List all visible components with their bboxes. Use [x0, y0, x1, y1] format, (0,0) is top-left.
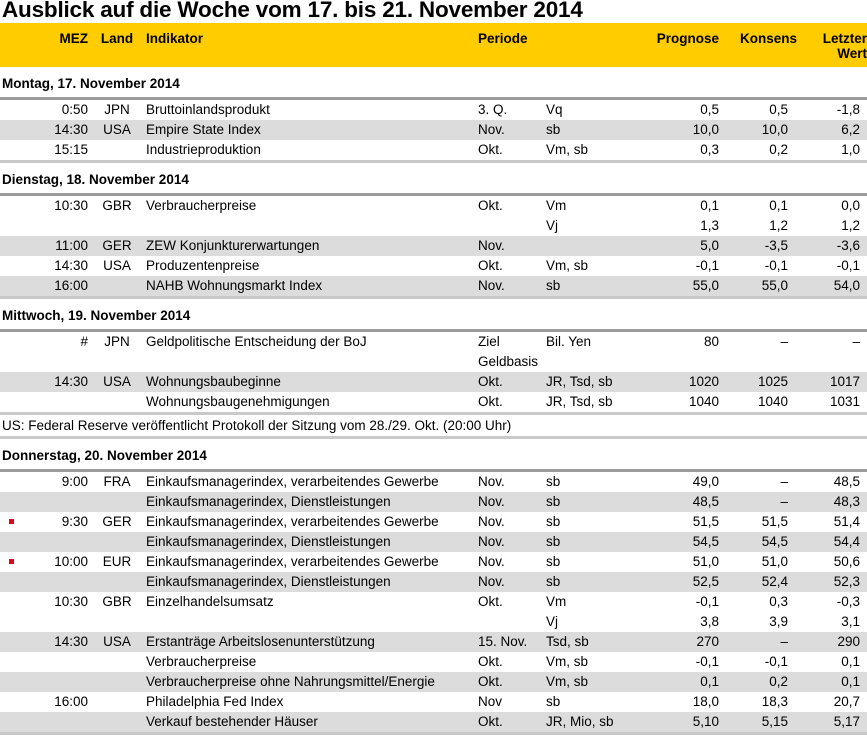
cell-unit: Vm, sb: [546, 672, 645, 692]
cell-prognose: 18,0: [692, 694, 719, 709]
table-row: [0, 140, 867, 160]
table-row: [0, 672, 867, 692]
cell-periode: Nov.: [478, 532, 546, 552]
cell-periode: 3. Q.: [478, 102, 508, 117]
cell-prognose: 1040: [688, 394, 719, 409]
cell-land: [88, 392, 146, 412]
row-marker-cell: [0, 552, 22, 572]
table-row: [0, 236, 867, 256]
row-marker-cell: [0, 472, 22, 492]
table-row: [0, 592, 867, 612]
cell-land: GER: [102, 514, 132, 529]
cell-konsens: 0,2: [769, 142, 788, 157]
cell-indicator: Einkaufsmanagerindex, Dienstleistungen: [146, 492, 478, 512]
cell-prognose: 5,10: [645, 712, 719, 732]
cell-letzter-wert: 1017: [797, 372, 867, 392]
cell-time: [22, 612, 88, 632]
cell-unit: Vm: [546, 594, 567, 609]
cell-land: [88, 672, 146, 692]
cell-periode: Nov.: [478, 236, 546, 256]
cell-konsens: 52,4: [719, 572, 797, 592]
cell-land: [88, 652, 146, 672]
cell-indicator: NAHB Wohnungsmarkt Index: [146, 276, 478, 296]
cell-indicator: [146, 612, 478, 632]
cell-land: FRA: [103, 474, 131, 489]
cell-land: EUR: [102, 554, 132, 569]
table-row: [0, 652, 867, 672]
row-marker-cell: [0, 276, 22, 296]
column-header-blank: [0, 23, 22, 67]
economic-calendar-table: [0, 23, 867, 735]
cell-konsens: 0,3: [769, 594, 788, 609]
cell-land: GER: [88, 236, 146, 256]
cell-time: 0:50: [61, 102, 88, 117]
cell-unit: sb: [546, 694, 561, 709]
cell-indicator: Erstanträge Arbeitslosenunterstützung: [146, 632, 478, 652]
cell-letzter-wert: 54,0: [797, 276, 867, 296]
cell-time: 14:30: [54, 258, 88, 273]
cell-time: 14:30: [22, 372, 88, 392]
cell-indicator: Verbraucherpreise: [146, 654, 257, 669]
cell-indicator: Einkaufsmanagerindex, verarbeitendes Gewerbe: [146, 474, 439, 489]
cell-land: [88, 712, 146, 732]
cell-prognose: 0,1: [645, 672, 719, 692]
cell-indicator: Produzentenpreise: [146, 258, 260, 273]
table-row: [0, 492, 867, 512]
day-heading-row: [0, 299, 867, 329]
day-footnote-3: US: Federal Reserve veröffentlicht Protokoll der Sitzung vom 28./29. Okt. (20:00 Uhr): [2, 418, 512, 433]
cell-time: [22, 216, 88, 236]
cell-time: 14:30: [22, 632, 88, 652]
cell-time: [22, 532, 88, 552]
cell-time: 15:15: [54, 142, 88, 157]
cell-time: [22, 652, 88, 672]
day-heading-4: Donnerstag, 20. November 2014: [2, 448, 207, 463]
cell-land: [88, 216, 146, 236]
table-row: [0, 100, 867, 120]
cell-konsens: 1040: [757, 394, 788, 409]
cell-indicator: Einzelhandelsumsatz: [146, 594, 274, 609]
cell-periode: Nov.: [478, 514, 505, 529]
row-marker-cell: [0, 372, 22, 392]
column-header-wert: Wert: [837, 46, 867, 61]
cell-land: GBR: [102, 198, 132, 213]
cell-indicator: Einkaufsmanagerindex, verarbeitendes Gewerbe: [146, 514, 439, 529]
row-marker-cell: [0, 692, 22, 712]
cell-indicator: Bruttoinlandsprodukt: [146, 102, 270, 117]
cell-prognose: 1,3: [700, 218, 719, 233]
row-marker-cell: [0, 712, 22, 732]
table-header-row: [0, 23, 867, 67]
day-heading-3: Mittwoch, 19. November 2014: [2, 308, 191, 323]
cell-unit: Vj: [546, 218, 559, 233]
cell-letzter-wert: 5,17: [797, 712, 867, 732]
column-header-land: Land: [88, 23, 146, 67]
cell-unit: Vm: [546, 198, 567, 213]
column-header-blank: [546, 23, 645, 67]
table-row: [0, 276, 867, 296]
cell-time: 9:30: [61, 514, 88, 529]
column-header-periode: Periode: [478, 23, 546, 67]
cell-unit: sb: [546, 572, 645, 592]
cell-time: [22, 392, 88, 412]
cell-periode: 15. Nov.: [478, 632, 546, 652]
column-header-prognose: Prognose: [645, 23, 719, 67]
cell-prognose: 0,3: [700, 142, 719, 157]
cell-letzter-wert: 51,4: [833, 514, 860, 529]
cell-konsens: -0,1: [764, 654, 788, 669]
cell-letzter-wert: 48,5: [833, 474, 860, 489]
cell-prognose: 52,5: [645, 572, 719, 592]
cell-periode: [478, 216, 546, 236]
cell-letzter-wert: 48,3: [797, 492, 867, 512]
cell-letzter-wert: 1,2: [841, 218, 860, 233]
table-row: [0, 512, 867, 532]
cell-prognose: 80: [703, 334, 719, 349]
cell-time: 16:00: [22, 276, 88, 296]
column-header-mez: MEZ: [22, 23, 88, 67]
cell-konsens: 10,0: [719, 120, 797, 140]
cell-land: [88, 140, 146, 160]
cell-land: [88, 572, 146, 592]
cell-periode: [478, 612, 546, 632]
cell-unit: Vm, sb: [546, 142, 589, 157]
cell-indicator: [146, 216, 478, 236]
cell-periode: Ziel Geldbasis: [478, 334, 539, 369]
day-footnote-row: [0, 415, 867, 436]
cell-indicator: Einkaufsmanagerindex, Dienstleistungen: [146, 532, 478, 552]
cell-periode: Okt.: [478, 142, 503, 157]
cell-periode: Nov: [478, 694, 503, 709]
cell-periode: Okt.: [478, 594, 503, 609]
day-heading-row: [0, 67, 867, 97]
cell-indicator: Verkauf bestehender Häuser: [146, 712, 478, 732]
row-marker-cell: [0, 216, 22, 236]
column-header-letzter-wert: [797, 23, 867, 67]
cell-konsens: –: [780, 334, 788, 349]
cell-letzter-wert: 50,6: [833, 554, 860, 569]
cell-konsens: 3,9: [769, 614, 788, 629]
cell-land: JPN: [104, 102, 130, 117]
cell-prognose: 10,0: [645, 120, 719, 140]
cell-letzter-wert: 52,3: [797, 572, 867, 592]
cell-konsens: 0,2: [719, 672, 797, 692]
cell-indicator: Einkaufsmanagerindex, Dienstleistungen: [146, 572, 478, 592]
cell-prognose: 3,8: [700, 614, 719, 629]
cell-prognose: -0,1: [695, 654, 719, 669]
cell-letzter-wert: 54,4: [797, 532, 867, 552]
table-row: [0, 256, 867, 276]
cell-prognose: 51,0: [692, 554, 719, 569]
cell-time: [22, 672, 88, 692]
cell-indicator: Wohnungsbaugenehmigungen: [146, 394, 330, 409]
cell-letzter-wert: –: [852, 334, 860, 349]
cell-konsens: 18,3: [761, 694, 788, 709]
column-header-konsens: Konsens: [719, 23, 797, 67]
cell-prognose: 1020: [645, 372, 719, 392]
cell-land: [88, 276, 146, 296]
cell-konsens: –: [719, 492, 797, 512]
cell-unit: Vm, sb: [546, 258, 589, 273]
row-marker-cell: [0, 120, 22, 140]
cell-konsens: 54,5: [719, 532, 797, 552]
cell-time: 10:30: [54, 594, 88, 609]
cell-time: 9:00: [61, 474, 88, 489]
cell-letzter-wert: 6,2: [797, 120, 867, 140]
cell-prognose: 0,1: [700, 198, 719, 213]
cell-indicator: Verbraucherpreise: [146, 198, 257, 213]
table-row: [0, 372, 867, 392]
row-marker-cell: [0, 672, 22, 692]
cell-indicator: Einkaufsmanagerindex, verarbeitendes Gewerbe: [146, 554, 439, 569]
cell-indicator: Industrieproduktion: [146, 142, 261, 157]
table-row: [0, 392, 867, 412]
row-marker-cell: [0, 140, 22, 160]
cell-land: [88, 492, 146, 512]
row-marker-cell: [0, 512, 22, 532]
cell-indicator: Empire State Index: [146, 120, 478, 140]
cell-letzter-wert: -3,6: [797, 236, 867, 256]
cell-time: [22, 572, 88, 592]
cell-unit: sb: [546, 554, 561, 569]
cell-unit: Tsd, sb: [546, 632, 645, 652]
cell-land: [88, 532, 146, 552]
cell-land: USA: [88, 372, 146, 392]
cell-unit: Bil. Yen: [546, 334, 592, 349]
cell-konsens: 0,1: [769, 198, 788, 213]
row-marker-cell: [0, 392, 22, 412]
cell-unit: sb: [546, 532, 645, 552]
cell-time: #: [80, 334, 88, 349]
cell-periode: Okt.: [478, 258, 503, 273]
cell-konsens: 55,0: [719, 276, 797, 296]
cell-letzter-wert: -0,1: [836, 258, 860, 273]
cell-land: USA: [88, 632, 146, 652]
cell-land: [88, 612, 146, 632]
cell-konsens: 5,15: [719, 712, 797, 732]
row-marker-cell: [0, 652, 22, 672]
row-marker-cell: [0, 256, 22, 276]
cell-unit: Vm, sb: [546, 654, 589, 669]
cell-time: 10:30: [54, 198, 88, 213]
cell-land: USA: [103, 258, 131, 273]
cell-land: GBR: [102, 594, 132, 609]
cell-periode: Okt.: [478, 672, 546, 692]
cell-konsens: 51,0: [761, 554, 788, 569]
cell-indicator: Geldpolitische Entscheidung der BoJ: [146, 334, 367, 349]
cell-land: JPN: [104, 334, 130, 349]
highlight-marker-icon: [9, 519, 14, 524]
cell-prognose: 51,5: [692, 514, 719, 529]
cell-unit: sb: [546, 514, 561, 529]
cell-letzter-wert: 0,1: [841, 654, 860, 669]
cell-unit: JR, Tsd, sb: [546, 394, 613, 409]
table-row: [0, 532, 867, 552]
cell-letzter-wert: 0,0: [841, 198, 860, 213]
table-row: [0, 552, 867, 572]
cell-time: 11:00: [22, 236, 88, 256]
cell-unit: JR, Tsd, sb: [546, 372, 645, 392]
cell-periode: Nov.: [478, 492, 546, 512]
row-marker-cell: [0, 592, 22, 612]
cell-konsens: 51,5: [761, 514, 788, 529]
cell-periode: Okt.: [478, 372, 546, 392]
cell-letzter-wert: 3,1: [841, 614, 860, 629]
cell-prognose: -0,1: [695, 594, 719, 609]
cell-indicator: Wohnungsbaubeginne: [146, 372, 478, 392]
cell-konsens: -3,5: [719, 236, 797, 256]
cell-konsens: 1025: [719, 372, 797, 392]
cell-time: [22, 492, 88, 512]
cell-time: [22, 712, 88, 732]
cell-time: 16:00: [54, 694, 88, 709]
column-header-indikator: Indikator: [146, 23, 478, 67]
cell-indicator: Philadelphia Fed Index: [146, 694, 284, 709]
cell-prognose: 54,5: [645, 532, 719, 552]
cell-periode: Okt.: [478, 394, 503, 409]
cell-periode: Nov.: [478, 474, 505, 489]
cell-konsens: –: [719, 632, 797, 652]
cell-periode: Nov.: [478, 276, 546, 296]
cell-periode: Nov.: [478, 554, 505, 569]
table-row: [0, 472, 867, 492]
cell-konsens: 0,5: [769, 102, 788, 117]
cell-konsens: 1,2: [769, 218, 788, 233]
cell-prognose: 5,0: [645, 236, 719, 256]
table-row: [0, 196, 867, 216]
row-marker-cell: [0, 612, 22, 632]
cell-periode: Okt.: [478, 198, 503, 213]
column-header-letzter: Letzter: [822, 31, 867, 46]
row-marker-cell: [0, 572, 22, 592]
table-row: [0, 712, 867, 732]
cell-unit: sb: [546, 492, 645, 512]
row-marker-cell: [0, 196, 22, 216]
day-heading-2: Dienstag, 18. November 2014: [2, 172, 189, 187]
cell-land: [88, 692, 146, 712]
cell-letzter-wert: 290: [797, 632, 867, 652]
cell-indicator: ZEW Konjunkturerwartungen: [146, 236, 478, 256]
cell-unit: sb: [546, 120, 645, 140]
row-marker-cell: [0, 332, 22, 372]
cell-time: 10:00: [54, 554, 88, 569]
cell-land: USA: [88, 120, 146, 140]
cell-letzter-wert: -0,3: [836, 594, 860, 609]
table-row: [0, 332, 867, 372]
row-marker-cell: [0, 632, 22, 652]
cell-periode: Nov.: [478, 572, 546, 592]
table-row: [0, 572, 867, 592]
row-marker-cell: [0, 236, 22, 256]
cell-letzter-wert: 1,0: [841, 142, 860, 157]
day-heading-row: [0, 163, 867, 193]
cell-periode: Okt.: [478, 712, 546, 732]
cell-letzter-wert: 0,1: [797, 672, 867, 692]
cell-unit: Vj: [546, 614, 559, 629]
table-row: [0, 632, 867, 652]
day-heading-row: [0, 439, 867, 469]
cell-letzter-wert: 20,7: [833, 694, 860, 709]
cell-konsens: -0,1: [764, 258, 788, 273]
cell-unit: sb: [546, 276, 645, 296]
cell-periode: Okt.: [478, 654, 503, 669]
page-title: Ausblick auf die Woche vom 17. bis 21. November 2014: [2, 0, 583, 22]
cell-unit: Vq: [546, 102, 563, 117]
cell-prognose: 48,5: [645, 492, 719, 512]
cell-prognose: -0,1: [695, 258, 719, 273]
cell-indicator: Verbraucherpreise ohne Nahrungsmittel/Energie: [146, 672, 478, 692]
cell-prognose: 49,0: [692, 474, 719, 489]
cell-unit: sb: [546, 474, 561, 489]
cell-unit: JR, Mio, sb: [546, 712, 645, 732]
cell-periode: Nov.: [478, 120, 546, 140]
cell-letzter-wert: 1031: [829, 394, 860, 409]
highlight-marker-icon: [9, 559, 14, 564]
cell-unit: [546, 236, 645, 256]
cell-prognose: 0,5: [700, 102, 719, 117]
row-marker-cell: [0, 532, 22, 552]
table-row: [0, 692, 867, 712]
table-row: [0, 216, 867, 236]
cell-letzter-wert: -1,8: [836, 102, 860, 117]
cell-konsens: –: [780, 474, 788, 489]
table-row: [0, 120, 867, 140]
row-marker-cell: [0, 492, 22, 512]
cell-time: 14:30: [22, 120, 88, 140]
day-heading-1: Montag, 17. November 2014: [2, 76, 180, 91]
cell-prognose: 55,0: [645, 276, 719, 296]
table-row: [0, 612, 867, 632]
row-marker-cell: [0, 100, 22, 120]
cell-prognose: 270: [645, 632, 719, 652]
